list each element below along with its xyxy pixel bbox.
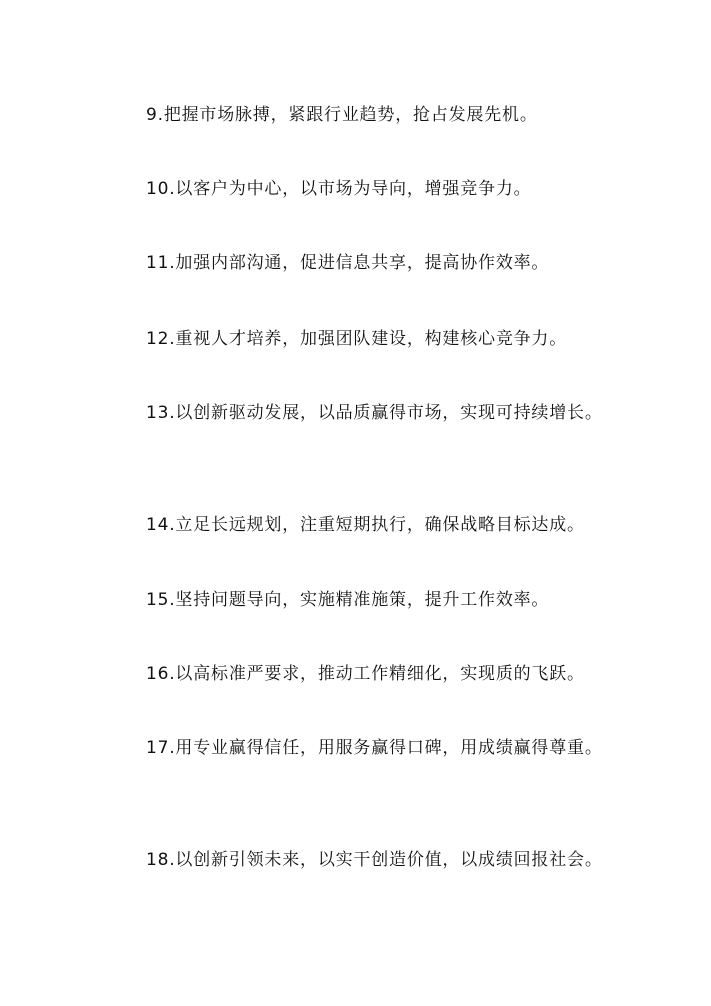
paragraph-item-18: 18.以创新引领未来，以实干创造价值，以成绩回报社会。	[146, 850, 603, 870]
paragraph-item-15: 15.坚持问题导向，实施精准施策，提升工作效率。	[146, 590, 550, 610]
paragraph-item-17: 17.用专业赢得信任，用服务赢得口碑，用成绩赢得尊重。	[146, 738, 603, 758]
paragraph-item-9: 9.把握市场脉搏，紧跟行业趋势，抢占发展先机。	[146, 105, 538, 125]
paragraph-item-12: 12.重视人才培养，加强团队建设，构建核心竞争力。	[146, 329, 568, 349]
paragraph-item-14: 14.立足长远规划，注重短期执行，确保战略目标达成。	[146, 515, 585, 535]
paragraph-item-11: 11.加强内部沟通，促进信息共享，提高协作效率。	[146, 253, 550, 273]
paragraph-item-16: 16.以高标准严要求，推动工作精细化，实现质的飞跃。	[146, 664, 585, 684]
paragraph-item-10: 10.以客户为中心，以市场为导向，增强竞争力。	[146, 179, 532, 199]
paragraph-item-13: 13.以创新驱动发展，以品质赢得市场，实现可持续增长。	[146, 403, 603, 423]
